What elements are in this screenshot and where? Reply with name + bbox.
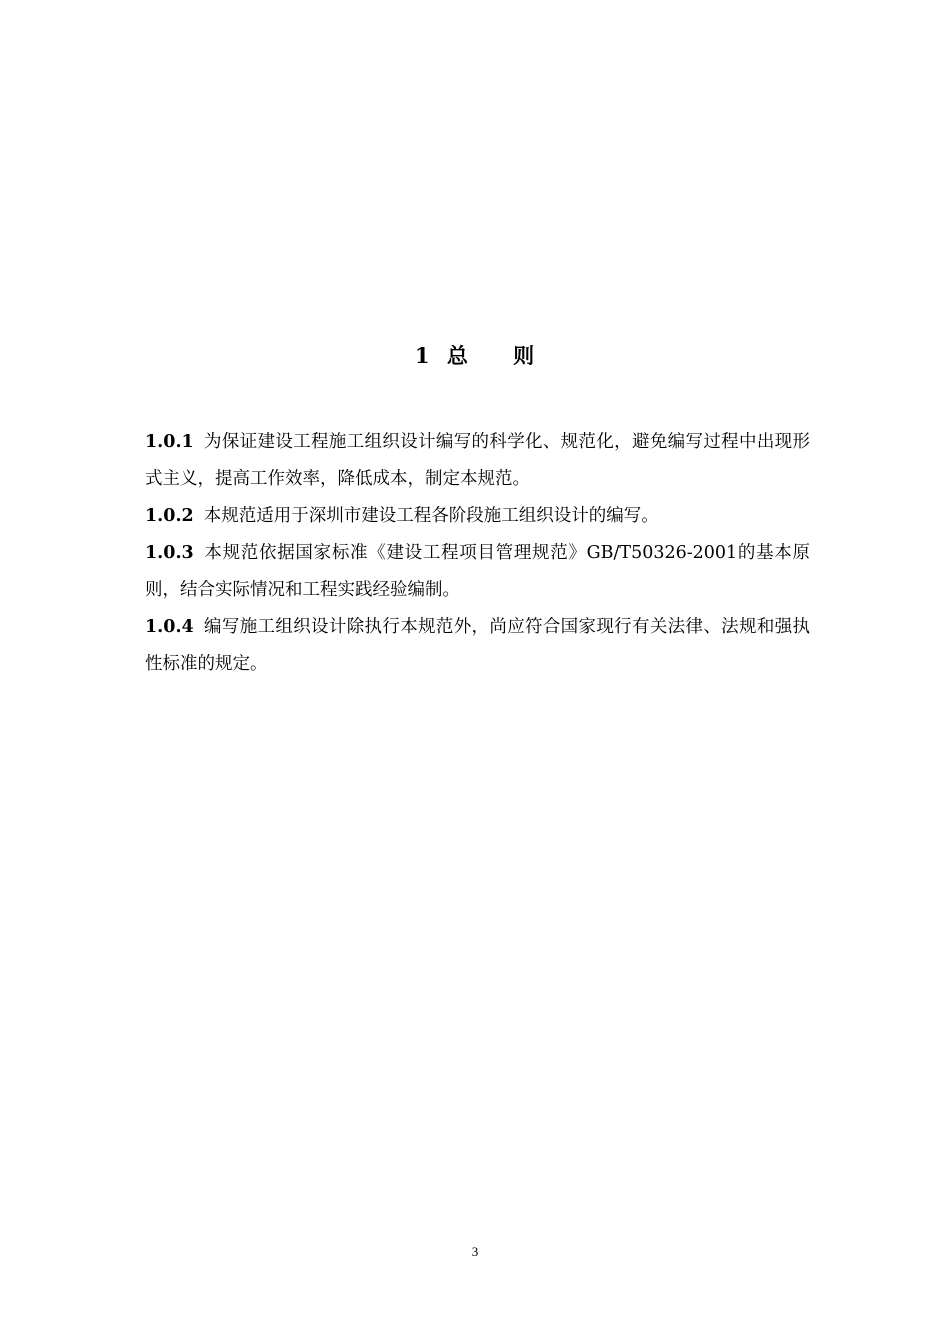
clause-number: 1.0.2 <box>145 506 194 526</box>
clause-list <box>145 424 810 683</box>
clause-number: 1.0.1 <box>145 432 194 452</box>
clause-number: 1.0.3 <box>145 543 194 563</box>
page-number: 3 <box>471 1244 479 1259</box>
clause-1-0-1 <box>145 424 810 498</box>
clause-1-0-3 <box>145 535 810 609</box>
clause-text: 本规范适用于深圳市建设工程各阶段施工组织设计的编写。 <box>203 506 659 526</box>
chapter-title-part-1: 总 <box>446 343 469 368</box>
clause-text: 为保证建设工程施工组织设计编写的科学化、规范化，避免编写过程中出现形式主义，提高工作效率，降低成本，制定本规范。 <box>145 432 810 489</box>
clause-text: 编写施工组织设计除执行本规范外，尚应符合国家现行有关法律、法规和强执性标准的规定。 <box>145 617 810 674</box>
chapter-number: 1 <box>414 343 431 368</box>
clause-1-0-2 <box>145 498 810 535</box>
chapter-title <box>0 340 950 372</box>
clause-1-0-4 <box>145 609 810 683</box>
chapter-title-part-2: 则 <box>513 343 536 368</box>
clause-number: 1.0.4 <box>145 617 194 637</box>
clause-text: 本规范依据国家标准《建设工程项目管理规范》GB/T50326-2001的基本原则，结合实际情况和工程实践经验编制。 <box>145 543 810 600</box>
